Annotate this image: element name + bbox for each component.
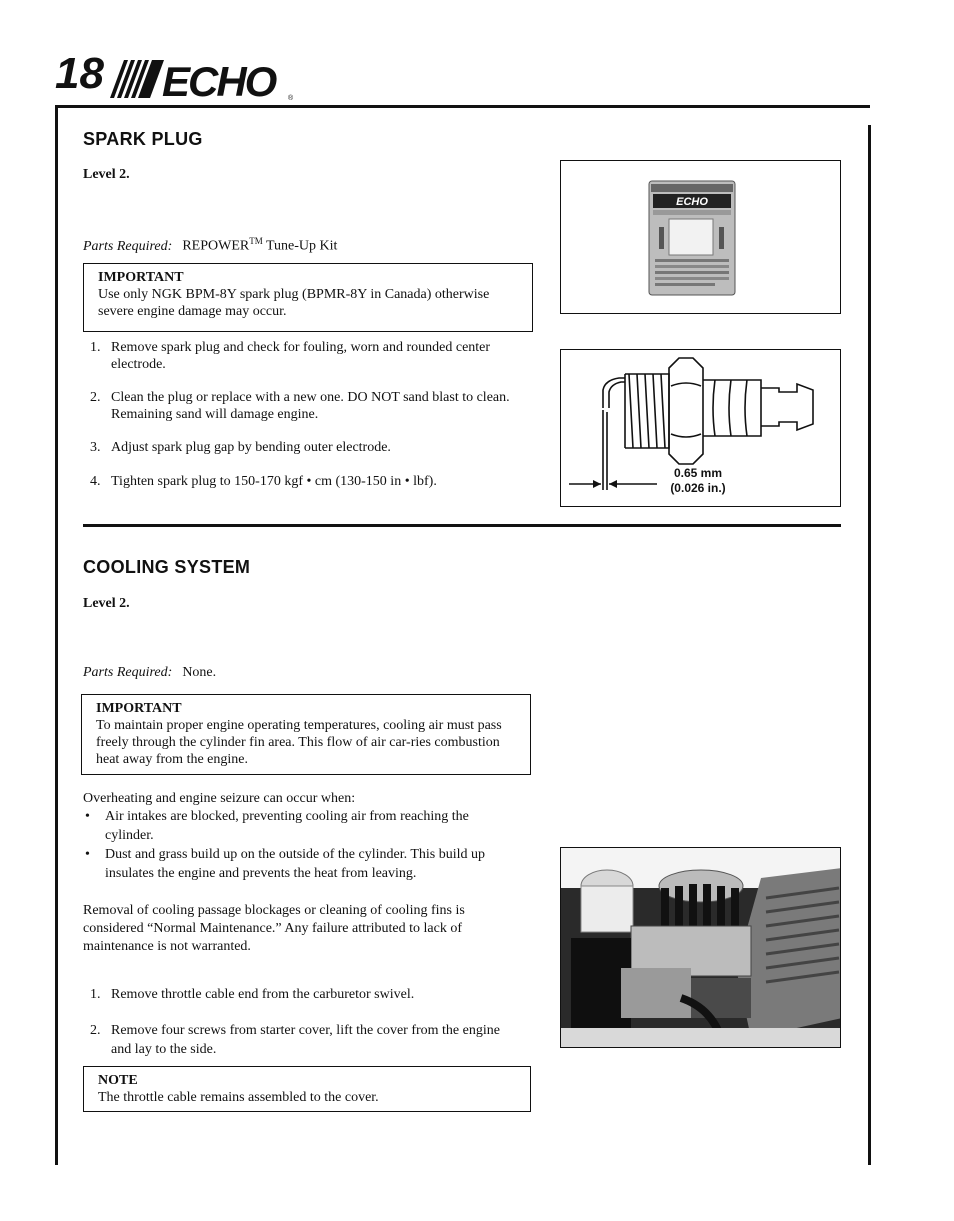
left-margin-rule (55, 105, 58, 1165)
list-item: 2. Clean the plug or replace with a new one. DO NOT sand blast to clean. Remaining sand will damage engine. (90, 390, 510, 422)
tune-up-kit-package-image (561, 161, 840, 313)
gap-in: (0.026 in.) (670, 481, 726, 495)
svg-text:ECHO: ECHO (162, 58, 276, 104)
cooling-note-box (83, 1066, 531, 1112)
important-title: IMPORTANT (96, 701, 182, 716)
spark-plug-level: Level 2. (83, 167, 130, 182)
parts-required-suffix: Tune-Up Kit (262, 238, 338, 254)
spark-plug-heading: SPARK PLUG (83, 129, 203, 149)
list-item: • Dust and grass build up on the outside of the cylinder. This build up insulates the engine and prevents the heat from leaving. (83, 845, 515, 883)
list-item: 2. Remove four screws from starter cover, lift the cover from the engine and lay to the side. (90, 1023, 500, 1057)
tune-up-kit-figure (560, 160, 841, 314)
list-item: 4. Tighten spark plug to 150-170 kgf • cm (130-150 in • lbf). (90, 474, 437, 489)
overheating-intro: Overheating and engine seizure can occur when: (83, 791, 356, 806)
list-item: 3. Adjust spark plug gap by bending outer electrode. (90, 440, 391, 455)
echo-logo (110, 58, 300, 109)
svg-text:®: ® (288, 95, 294, 102)
header-rule (55, 105, 870, 108)
note-text: The throttle cable remains assembled to the cover. (98, 1090, 379, 1105)
important-title: IMPORTANT (98, 270, 184, 285)
note-title: NOTE (98, 1073, 138, 1088)
list-item: • Air intakes are blocked, preventing cooling air from reaching the cylinder. (83, 807, 515, 845)
spark-plug-gap-figure (560, 349, 841, 507)
engine-photo-figure (560, 847, 841, 1048)
important-text: Use only NGK BPM-8Y spark plug (BPMR-8Y in Canada) otherwise severe engine damage may occur. (98, 287, 490, 319)
parts-required-value: None. (182, 665, 217, 680)
parts-required-value: REPOWER (182, 238, 250, 254)
trademark-symbol: TM (249, 236, 263, 246)
parts-required-label: Parts Required: (83, 665, 173, 680)
overheating-causes-list (83, 807, 515, 883)
cooling-system-level: Level 2. (83, 596, 130, 611)
parts-required-label: Parts Required: (83, 238, 173, 254)
spark-plug-important-box (83, 263, 533, 332)
engine-photo (561, 848, 841, 1048)
section-divider (83, 524, 841, 527)
page-number: 18 (55, 49, 104, 98)
cooling-important-box (81, 694, 531, 775)
list-item: 1. Remove spark plug and check for fouling, worn and rounded center electrode. (90, 340, 491, 372)
gap-measurement-label (657, 466, 739, 496)
important-text: To maintain proper engine operating temperatures, cooling air must pass freely through the cylinder fin area. This flow of air car-ries combustion heat away from the engine. (96, 718, 502, 767)
svg-text:ECHO: ECHO (676, 196, 708, 208)
cooling-system-heading: COOLING SYSTEM (83, 557, 251, 577)
spark-plug-parts-required (83, 236, 337, 255)
gap-mm: 0.65 mm (673, 466, 723, 480)
maintenance-paragraph: Removal of cooling passage blockages or cleaning of cooling fins is considered “Normal Maintenance.” Any failure attributed to lack of maintenance is not warranted. (83, 903, 465, 954)
cooling-steps (83, 985, 523, 1059)
spark-plug-steps (83, 339, 528, 490)
right-margin-rule (868, 125, 871, 1165)
cooling-parts-required (83, 665, 216, 681)
list-item: 1. Remove throttle cable end from the carburetor swivel. (90, 987, 415, 1002)
